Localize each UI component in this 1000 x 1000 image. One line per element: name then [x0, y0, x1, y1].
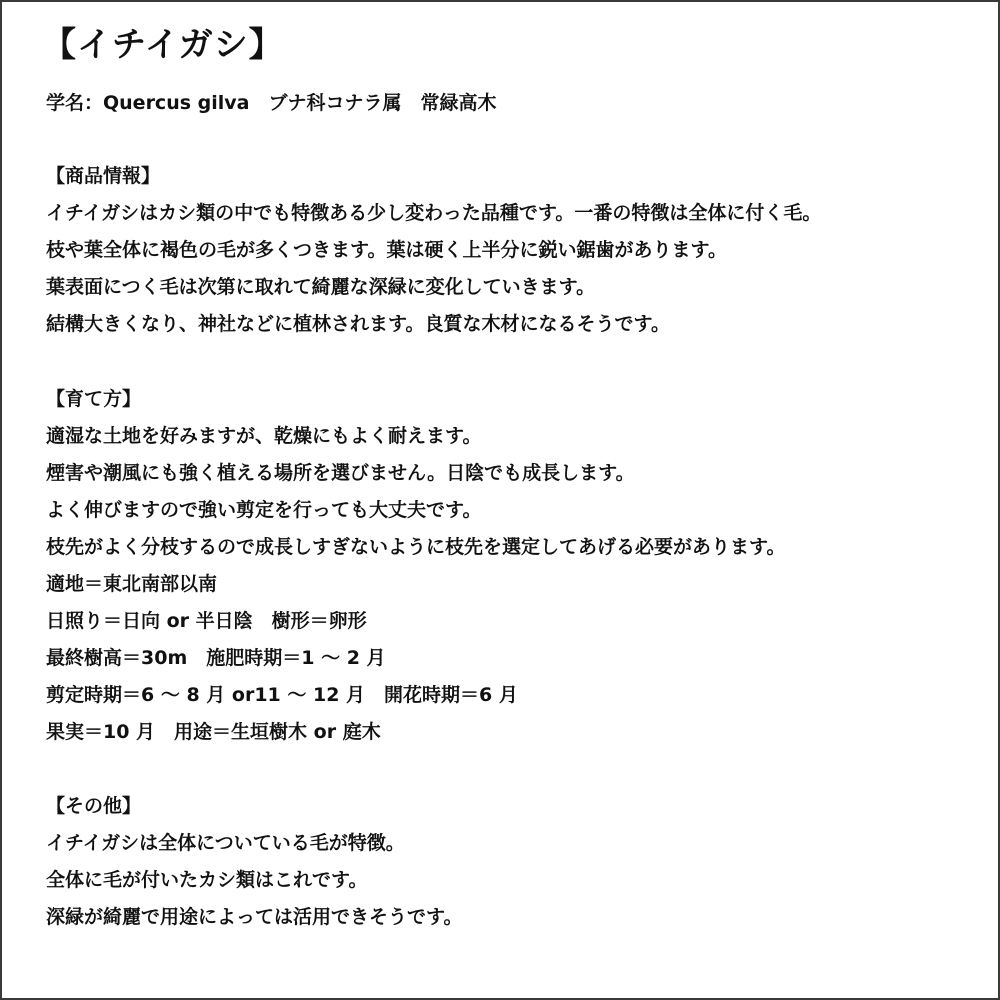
text-line: 葉表面につく毛は次第に取れて綺麗な深緑に変化していきます。 [46, 276, 596, 298]
spec-line: 日照り＝日向 or 半日陰 樹形＝卵形 [46, 610, 367, 632]
section-heading-product-info: 【商品情報】 [46, 165, 161, 187]
spec-line: 果実＝10 月 用途＝生垣樹木 or 庭木 [46, 721, 381, 743]
text-line: よく伸びますので強い剪定を行っても大丈夫です。 [46, 499, 482, 521]
text-line: 煙害や潮風にも強く植える場所を選びません。日陰でも成長します。 [46, 462, 635, 484]
scientific-name-line: 学名：Quercus gilva ブナ科コナラ属 常緑高木 [46, 92, 497, 114]
section-heading-how-to-grow: 【育て方】 [46, 388, 142, 410]
text-line: 結構大きくなり、神社などに植林されます。良質な木材になるそうです。 [46, 313, 670, 335]
text-line: 深緑が綺麗で用途によっては活用できそうです。 [46, 906, 463, 928]
section-product-info-lines [46, 195, 821, 343]
page-title: 【イチイガシ】 [42, 25, 284, 65]
section-how-to-grow-lines [46, 418, 785, 751]
text-line: 適湿な土地を好みますが、乾燥にもよく耐えます。 [46, 425, 482, 447]
spec-line: 剪定時期＝6 ～ 8 月 or11 ～ 12 月 開花時期＝6 月 [46, 684, 518, 706]
spec-line: 適地＝東北南部以南 [46, 573, 218, 595]
text-line: イチイガシはカシ類の中でも特徴ある少し変わった品種です。一番の特徴は全体に付く毛。 [46, 202, 822, 224]
section-other-lines [46, 825, 462, 936]
text-line: イチイガシは全体についている毛が特徴。 [46, 832, 405, 854]
spec-line: 最終樹高＝30m 施肥時期＝1 ～ 2 月 [46, 647, 386, 669]
section-other [46, 788, 462, 936]
text-line: 全体に毛が付いたカシ類はこれです。 [46, 869, 368, 891]
section-heading-other: 【その他】 [46, 795, 142, 817]
text-line: 枝先がよく分枝するので成長しすぎないように枝先を選定してあげる必要があります。 [46, 536, 786, 558]
section-product-info [46, 158, 821, 343]
text-line: 枝や葉全体に褐色の毛が多くつきます。葉は硬く上半分に鋭い鋸歯があります。 [46, 239, 727, 261]
section-how-to-grow [46, 381, 785, 751]
